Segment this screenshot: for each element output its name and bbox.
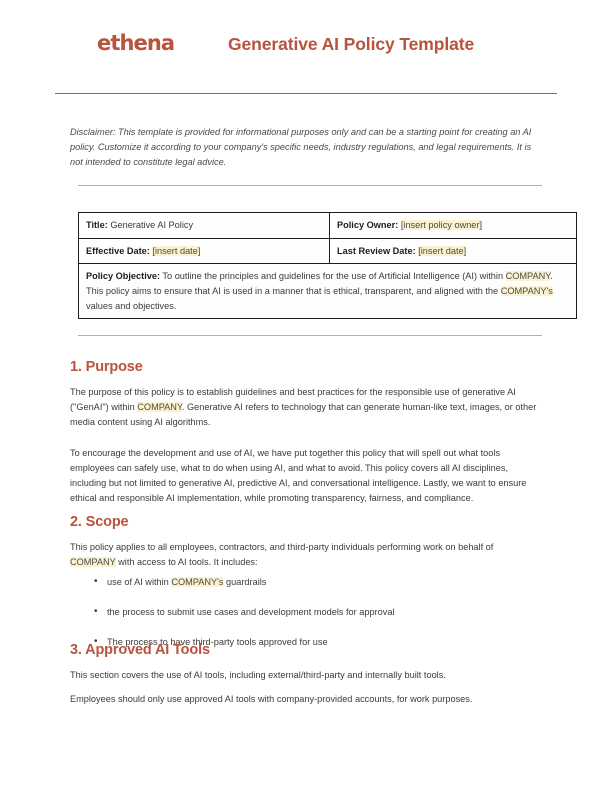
section-heading-scope: 2. Scope	[70, 514, 129, 530]
table-cell-effective-date	[79, 238, 330, 264]
table-row	[79, 213, 577, 239]
cell-label: Effective Date:	[86, 245, 150, 256]
section-heading-approved-ai-tools: 3. Approved AI Tools	[70, 642, 210, 658]
objective-part-1: To outline the principles and guidelines for the use of Artificial Intelligence (AI) within	[160, 271, 506, 282]
text-before: use of AI within	[107, 577, 172, 587]
approved-tools-paragraph-1: This section covers the use of AI tools, including external/third-party and internally built tools.	[70, 670, 446, 680]
purpose-paragraph-1	[70, 385, 540, 430]
text-after: guardrails	[223, 577, 267, 587]
company-placeholder: COMPANY's	[171, 577, 224, 587]
purpose-paragraph-2: To encourage the development and use of AI, we have put together this policy that will spell out what tools employees can safely use, what to do when using AI, and what to avoid. This policy covers all AI disciplines, including but not limited to generative AI, predictive AI, and conversational intelligence. Lastly, we want to ensure ethical and responsible AI implementation, while promoting transparency, fairness, and compliance.	[70, 448, 527, 503]
list-item	[70, 605, 540, 620]
text-after: with access to AI tools. It includes:	[115, 556, 258, 567]
ethena-logo: ethena	[97, 31, 175, 55]
cell-placeholder-value: [insert date]	[152, 245, 201, 256]
table-row	[79, 264, 577, 319]
text-before: The process to have third-party tools approved for use	[107, 636, 328, 647]
text-before: The purpose of this policy is to establish guidelines and best practices for the responsible use of generative AI ("GenAI") within	[70, 387, 516, 412]
table-cell-policy-owner	[330, 213, 577, 239]
text-before: This policy applies to all employees, contractors, and third-party individuals performing work on behalf of	[70, 542, 494, 552]
document-header	[0, 0, 612, 90]
company-placeholder: COMPANY	[505, 271, 551, 282]
disclaimer-divider	[78, 185, 542, 186]
company-placeholder: COMPANY's	[500, 285, 553, 296]
page-title: Generative AI Policy Template	[228, 34, 475, 54]
text-before: the process to submit use cases and development models for approval	[107, 606, 395, 617]
company-placeholder: COMPANY	[70, 556, 116, 567]
text-after: . Generative AI refers to technology that can generate human-like text, images, or other media content using AI algorithms.	[70, 401, 537, 427]
cell-label: Policy Owner:	[337, 220, 399, 230]
cell-label: Title:	[86, 220, 108, 230]
list-item	[70, 575, 540, 590]
objective-part-2: . This policy aims to ensure that AI is used in a manner that is ethical, transparent, and aligned with the	[86, 271, 553, 296]
policy-metadata-table	[78, 212, 577, 319]
approved-tools-paragraph-2: Employees should only use approved AI tools with company-provided accounts, for work purposes.	[70, 694, 473, 704]
table-cell-last-review-date	[330, 238, 577, 264]
cell-placeholder-value: [insert date]	[418, 245, 467, 256]
disclaimer-text: Disclaimer: This template is provided for informational purposes only and can be a starting point for creating an AI policy. Customize it according to your company's specific needs, industry regulations, and legal requirements. It is not intended to constitute legal advice.	[70, 127, 532, 167]
table-cell-title	[79, 213, 330, 239]
objective-part-3: values and objectives.	[86, 300, 177, 311]
section-heading-purpose: 1. Purpose	[70, 359, 143, 375]
table-divider	[78, 335, 542, 336]
table-row	[79, 238, 577, 264]
cell-placeholder-value: [insert policy owner]	[400, 220, 483, 230]
cell-label: Policy Objective:	[86, 271, 161, 282]
header-divider	[55, 93, 557, 94]
scope-paragraph-1	[70, 540, 540, 570]
table-cell-policy-objective	[79, 264, 577, 319]
cell-label: Last Review Date:	[337, 245, 416, 256]
company-placeholder: COMPANY	[137, 401, 182, 412]
cell-value: Generative AI Policy	[107, 220, 194, 230]
